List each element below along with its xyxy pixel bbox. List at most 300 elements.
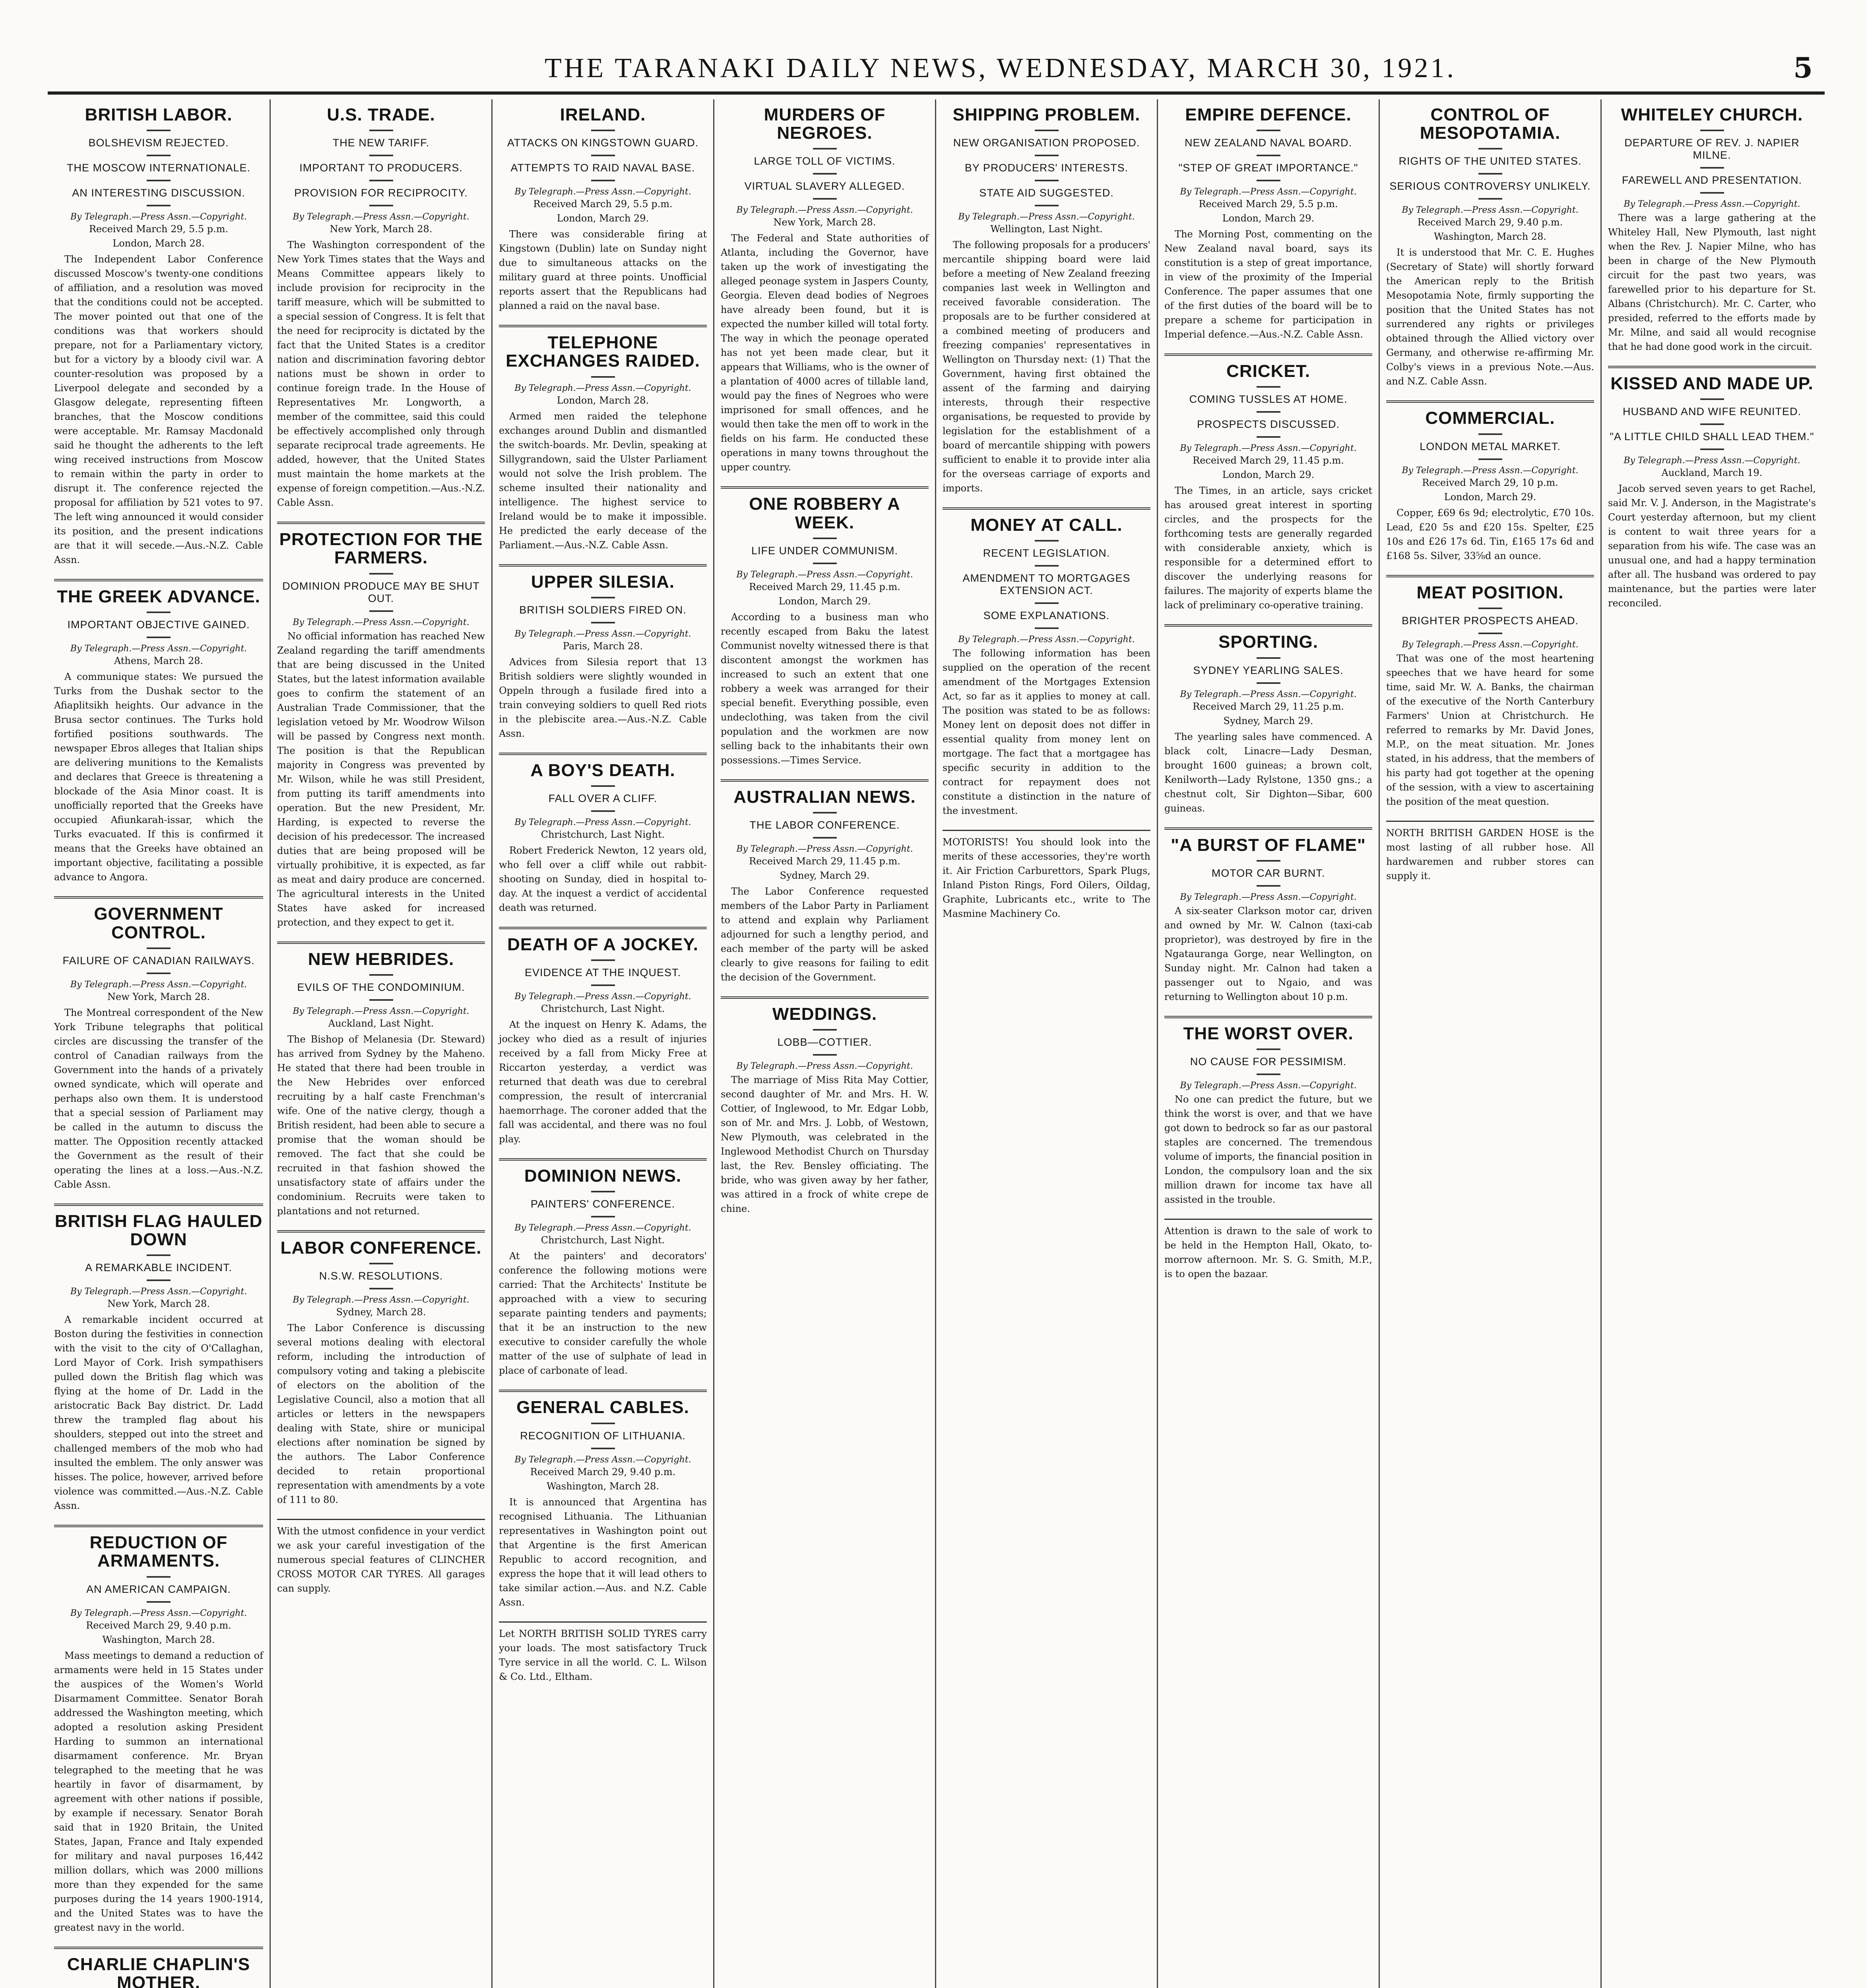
article-body: It is announced that Argentina has recognised Lithuania. The Lithuanian representatives in Washington point out that Argentine is the first American Republic to accord recognition, and express the hope that it will lead others to take similar action.—Aus. and N.Z. Cable Assn.: [499, 1496, 707, 1608]
headline-rule: [813, 1029, 837, 1031]
article-headline: COMMERCIAL.: [1425, 408, 1555, 428]
headline-rule: [591, 785, 615, 787]
article-subheading: BOLSHEVISM REJECTED.: [88, 137, 229, 149]
wire-credit: By Telegraph.—Press Assn.—Copyright.: [293, 617, 469, 627]
article: [277, 106, 485, 510]
dateline: Washington, March 28.: [1433, 231, 1547, 243]
article: [1608, 375, 1816, 610]
article-subheading: LIFE UNDER COMMUNISM.: [751, 544, 898, 557]
article-divider: [1164, 827, 1372, 830]
article-body: The Independent Labor Conference discussed Moscow's twenty-one conditions of affiliation, and a resolution was moved that the conditions could not be accepted. The mover pointed out that one of the conditions was that workers should prepare, not for a Parliamentary victory, but for a victory by a bloody civil war. A counter-resolution was proposed by a Liverpool delegate and seconded by a Glasgow delegate, representing fifteen branches, that the Moscow conditions were acceptable. Mr. Ramsay Macdonald said he thought the adherents to the left wing received instructions from Moscow to remain within the party in order to disrupt it. The conference rejected the proposal for affiliation by 521 votes to 97. The left wing announced it would consider its position, and the present indications are that it will secede.—Aus.-N.Z. Cable Assn.: [54, 254, 263, 566]
article: [1164, 1025, 1372, 1207]
article-subheading: IMPORTANT OBJECTIVE GAINED.: [67, 619, 250, 631]
article-subheading: BY PRODUCERS' INTERESTS.: [964, 162, 1129, 174]
wire-credit: By Telegraph.—Press Assn.—Copyright.: [514, 817, 691, 827]
received-line: Received March 29, 9.40 p.m.: [530, 1466, 676, 1477]
headline-rule: [1700, 167, 1724, 169]
article: [277, 1239, 485, 1507]
headline-rule: [147, 947, 171, 949]
article-subheading: IMPORTANT TO PRODUCERS.: [299, 162, 463, 174]
headline-rule: [1257, 130, 1280, 131]
headline-rule: [591, 597, 615, 598]
article: [1164, 836, 1372, 1004]
headline-rule: [1035, 155, 1059, 156]
article-body: At the inquest on Henry K. Adams, the jockey who died as a result of injuries received by a fall from Micky Free at Riccarton yesterday, a verdict was returned that death was due to cerebral compression, the result of intercranial haemorrhage. The coroner added that the fall was accidental, and there was no foul play.: [499, 1019, 707, 1145]
article-body: The Washington correspondent of the New York Times states that the Ways and Means Committee appears likely to include provision for reciprocity in the tariff measure, which will be submitted to a special session of Congress. It is felt that the need for reciprocity is dictated by the fact that the United States is a creditor nation and discrimination favoring debtor nations must be shown in order to continue foreign trade. In the House of Representatives Mr. Longworth, a member of the committee, said this could be effectively accomplished only through separate reciprocal trade agreements. He added, however, that the United States must maintain the home markets at the expense of foreign competition.—Aus.-N.Z. Cable Assn.: [277, 239, 485, 509]
article-divider: [1386, 575, 1594, 577]
dateline: Auckland, Last Night.: [328, 1017, 434, 1029]
article-body: The following proposals for a producers' mercantile shipping board were laid before a meeting of New Zealand freezing companies last week in Wellington and received favorable consideration. The proposals are to be further considered at a combined meeting of producers and freezing companies' representatives in Wellington on Thursday next: (1) That the Government, having first obtained the assent of the farming and dairying interests, through their respective organisations, be requested to provide by legislation for the establishment of a board of mercantile shipping with powers sufficient to enable it to provide inter alia for the overseas carriage of exports and imports.: [943, 239, 1150, 494]
received-line: Received March 29, 11.45 p.m.: [749, 855, 900, 867]
headline-rule: [1035, 180, 1059, 181]
article-divider: [1164, 353, 1372, 356]
article-headline: KISSED AND MADE UP.: [1610, 374, 1814, 394]
article: [721, 495, 929, 767]
dateline: Paris, March 28.: [563, 640, 643, 652]
headline-rule: [813, 198, 837, 200]
dateline: Washington, March 28.: [102, 1634, 215, 1645]
article-divider: [499, 753, 707, 755]
article-subheading: FAILURE OF CANADIAN RAILWAYS.: [62, 954, 255, 967]
article-divider: [277, 1230, 485, 1233]
article-subheading: A REMARKABLE INCIDENT.: [85, 1262, 233, 1274]
dateline: London, March 29.: [557, 213, 649, 224]
dateline: London, March 29.: [1222, 469, 1315, 481]
article-headline: MEAT POSITION.: [1416, 582, 1564, 602]
headline-rule: [369, 974, 393, 976]
article-headline: EMPIRE DEFENCE.: [1185, 105, 1352, 124]
headline-rule: [147, 180, 171, 181]
wire-credit: By Telegraph.—Press Assn.—Copyright.: [514, 187, 691, 197]
dateline: Sydney, March 28.: [336, 1306, 426, 1318]
article-body: The Bishop of Melanesia (Dr. Steward) has arrived from Sydney by the Maheno. He stated that there had been trouble in the New Hebrides over enforced recruiting by a half caste Frenchman's wife. One of the native clergy, though a British resident, had been able to secure a promise that the woman should be removed. The fact that she could be recruited in that fashion showed the unsatisfactory state of affairs under the condominium. Recruits were taken to plantations and not returned.: [277, 1033, 485, 1217]
headline-rule: [1257, 386, 1280, 388]
headline-rule: [1478, 633, 1502, 634]
advertisement: Let NORTH BRITISH SOLID TYRES carry your loads. The most satisfactory Truck Tyre service in all the world. C. L. Wilson & Co. Ltd., Eltham.: [499, 1621, 707, 1684]
headline-rule: [1478, 608, 1502, 609]
article: [721, 1005, 929, 1216]
received-line: Received March 29, 11.45 p.m.: [1193, 455, 1344, 466]
article-headline: ONE ROBBERY A WEEK.: [749, 494, 900, 532]
wire-credit: By Telegraph.—Press Assn.—Copyright.: [293, 1006, 469, 1016]
headline-rule: [1257, 657, 1280, 659]
headline-rule: [147, 612, 171, 613]
article-body: There was considerable firing at Kingstown (Dublin) late on Sunday night due to simultaneous attacks on the military guard at three points. Unofficial reports assert that the Republicans had planned a raid on the naval base.: [499, 229, 707, 312]
wire-credit: By Telegraph.—Press Assn.—Copyright.: [514, 383, 691, 393]
headline-rule: [1257, 885, 1280, 887]
headline-rule: [1257, 436, 1280, 438]
wire-credit: By Telegraph.—Press Assn.—Copyright.: [514, 1223, 691, 1233]
article-subheading: MOTOR CAR BURNT.: [1211, 867, 1325, 879]
wire-credit: By Telegraph.—Press Assn.—Copyright.: [736, 844, 913, 854]
headline-rule: [813, 538, 837, 539]
article: [721, 106, 929, 474]
news-column-3: [491, 99, 713, 1988]
article-headline: DEATH OF A JOCKEY.: [507, 934, 698, 954]
article-body: Mass meetings to demand a reduction of armaments were held in 15 States under the auspices of the Women's World Disarmament Committee. Senator Borah addressed the Washington meeting, which adopted a resolution asking President Harding to summon an international disarmament conference. Mr. Bryan telegraphed to the meeting that he was heartily in favor of disarmament, by agreement with other nations if possible, by example if necessary. Senator Borah said that in 1920 Britain, the United States, Japan, France and Italy expended for military and naval purposes 16,442 million dollars, which was 2000 millions more than they expended for the same purposes during the 14 years 1900-1914, and the United States was to have the greatest navy in the world.: [54, 1650, 263, 1933]
article-body: That was one of the most heartening speeches that we have heard for some time, said Mr. W. A. Banks, the chairman of the executive of the North Canterbury Farmers' Union at Christchurch. He referred to remarks by Mr. David Jones, M.P., on the meat situation. Mr. Jones stated, in his address, that the members of his party had got together at the opening of the session, with a view to ascertaining the position of the meat question.: [1386, 652, 1594, 807]
headline-rule: [1035, 602, 1059, 604]
article-headline: NEW HEBRIDES.: [308, 949, 454, 969]
wire-credit: By Telegraph.—Press Assn.—Copyright.: [1180, 892, 1357, 902]
article-body: According to a business man who recently escaped from Baku the latest Communist novelty witnessed there is that discontent amongst the workmen has increased to such an extent that one robbery a week was arranged for their special benefit. Everything possible, even undeclothing, was taken from the civil population and the workmen are now selling back to the inhabitants their own possessions.—Times Service.: [721, 611, 929, 766]
headline-rule: [1035, 130, 1059, 131]
article-subheading: NEW ZEALAND NAVAL BOARD.: [1184, 137, 1352, 149]
article: [1386, 584, 1594, 809]
article-divider: [499, 927, 707, 929]
article-subheading: LOBB—COTTIER.: [777, 1036, 872, 1048]
headline-rule: [1700, 423, 1724, 425]
article-subheading: AN AMERICAN CAMPAIGN.: [86, 1583, 231, 1595]
dateline: London, March 28.: [113, 238, 205, 249]
article-body: The yearling sales have commenced. A black colt, Linacre—Lady Desman, brought 1600 guineas; a brown colt, Kenilworth—Lady Rylstone, 1350 gns.; a chestnut colt, Sir Dighton—Sibar, 600 guineas.: [1164, 731, 1372, 814]
article-subheading: "STEP OF GREAT IMPORTANCE.": [1178, 162, 1358, 174]
article-divider: [1164, 1016, 1372, 1018]
wire-credit: By Telegraph.—Press Assn.—Copyright.: [70, 644, 247, 654]
received-line: Received March 29, 11.45 p.m.: [749, 581, 900, 592]
article-subheading: BRIGHTER PROSPECTS AHEAD.: [1401, 614, 1579, 627]
article: [54, 106, 263, 567]
headline-rule: [813, 837, 837, 839]
dateline: Sydney, March 29.: [1223, 715, 1313, 726]
article: [54, 905, 263, 1191]
wire-credit: By Telegraph.—Press Assn.—Copyright.: [70, 1608, 247, 1618]
headline-rule: [147, 155, 171, 156]
wire-credit: By Telegraph.—Press Assn.—Copyright.: [70, 212, 247, 222]
page-number: 5: [1793, 51, 1813, 84]
received-line: Received March 29, 9.40 p.m.: [86, 1619, 231, 1631]
wire-credit: By Telegraph.—Press Assn.—Copyright.: [1402, 465, 1579, 476]
article-headline: CONTROL OF MESOPOTAMIA.: [1420, 105, 1561, 143]
received-line: Received March 29, 10 p.m.: [1422, 477, 1558, 488]
dateline: London, March 28.: [557, 394, 649, 406]
article-body: No official information has reached New Zealand regarding the tariff amendments that are being discussed in the United States, but the latest information available goes to confirm the statement of an Australian Trade Commissioner, that the legislation vetoed by Mr. Woodrow Wilson will be passed by Congress next month. The position is that the Republican majority in Congress was prevented by Mr. Wilson, while he was still President, from putting its tariff amendments into operation. But the new President, Mr. Harding, is expected to reverse the decision of his predecessor. The increased duties that are being proposed will be virtually prohibitive, it is expected, as far as meat and dairy produce are concerned. The agricultural interests in the United States have asked for increased protection, and they expect to get it.: [277, 630, 485, 928]
advertisement: Attention is drawn to the sale of work to be held in the Hempton Hall, Okato, to-morrow afternoon. Mr. S. G. Smith, M.P., is to open the bazaar.: [1164, 1219, 1372, 1281]
article: [54, 1955, 263, 1988]
headline-rule: [813, 812, 837, 813]
article-subheading: PROSPECTS DISCUSSED.: [1197, 418, 1340, 431]
article-subheading: RECENT LEGISLATION.: [983, 547, 1110, 559]
headline-rule: [1257, 1048, 1280, 1050]
article-headline: SHIPPING PROBLEM.: [952, 105, 1141, 124]
article-subheading: NEW ORGANISATION PROPOSED.: [953, 137, 1140, 149]
headline-rule: [591, 1448, 615, 1449]
article: [721, 788, 929, 984]
article-divider: [54, 1947, 263, 1949]
article-headline: WEDDINGS.: [772, 1004, 877, 1024]
article-subheading: ATTEMPTS TO RAID NAVAL BASE.: [510, 162, 695, 174]
article-headline: GENERAL CABLES.: [516, 1398, 689, 1417]
headline-rule: [591, 810, 615, 812]
article: [54, 588, 263, 884]
article-subheading: STATE AID SUGGESTED.: [979, 187, 1114, 199]
article: [1386, 106, 1594, 388]
news-column-2: [270, 99, 491, 1988]
dateline: Christchurch, Last Night.: [541, 829, 665, 840]
article-subheading: RECOGNITION OF LITHUANIA.: [520, 1429, 686, 1442]
article-subheading: SYDNEY YEARLING SALES.: [1193, 664, 1344, 676]
wire-credit: By Telegraph.—Press Assn.—Copyright.: [736, 569, 913, 580]
headline-rule: [591, 180, 615, 181]
wire-credit: By Telegraph.—Press Assn.—Copyright.: [293, 212, 469, 222]
headline-rule: [369, 130, 393, 131]
column-grid: [48, 99, 1825, 1988]
article-headline: DOMINION NEWS.: [524, 1166, 682, 1186]
article-subheading: FALL OVER A CLIFF.: [548, 792, 658, 804]
article: [499, 1398, 707, 1609]
article-body: The Morning Post, commenting on the New Zealand naval board, says its constitution is a step of great importance, in view of the proximity of the Imperial Conference. The paper assumes that one of the first duties of the board will be to prepare a scheme for participation in Imperial defence.—Aus.-N.Z. Cable Assn.: [1164, 229, 1372, 340]
headline-rule: [369, 573, 393, 575]
article: [943, 106, 1150, 495]
article-subheading: FAREWELL AND PRESENTATION.: [1622, 174, 1802, 186]
article-subheading: LARGE TOLL OF VICTIMS.: [754, 155, 896, 167]
headline-rule: [1257, 860, 1280, 862]
wire-credit: By Telegraph.—Press Assn.—Copyright.: [1624, 456, 1800, 466]
article-headline: GOVERNMENT CONTROL.: [94, 904, 223, 942]
dateline: Auckland, March 19.: [1661, 467, 1763, 479]
masthead: [48, 43, 1825, 95]
article-body: The Labor Conference requested members of the Labor Party in Parliament to attend and explain why Parliament adjourned for such a lengthy period, and each member of the party will be asked clearly to give reasons for failing to edit the decision of the Government.: [721, 885, 929, 983]
headline-rule: [147, 130, 171, 131]
headline-rule: [1700, 398, 1724, 400]
article-body: A communique states: We pursued the Turks from the Dushak sector to the Afiaplitsikh heights. Our advance in the Brusa sector continues. The Turks hold fortified positions southwards. The newspaper Ebros alleges that Italian ships are delivering munitions to the Kemalists and declares that Greece is threatening a blockade of the Asia Minor coast. It is unofficially reported that the Greeks have occupied Afiunkarah-issar, which the Turks evacuated. If this is confirmed it means that the Greeks have obtained an important objective, facilitating a possible advance to Angora.: [54, 671, 263, 883]
article-subheading: EVILS OF THE CONDOMINIUM.: [297, 981, 465, 993]
article-body: The Labor Conference is discussing several motions dealing with electoral reform, including the introduction of compulsory voting and taking a plebiscite of electors on the abolition of the Legislative Council, also a motion that all articles or letters in the newspapers dealing with State, shire or municipal elections after nomination be signed by the authors. The Labor Conference decided to retain proportional representation with amendments by a vote of 111 to 80.: [277, 1322, 485, 1505]
headline-rule: [591, 155, 615, 156]
headline-rule: [1035, 627, 1059, 629]
dateline: London, March 29.: [1222, 213, 1315, 224]
news-column-1: [48, 99, 270, 1988]
article-subheading: THE MOSCOW INTERNATIONALE.: [66, 162, 251, 174]
headline-rule: [369, 999, 393, 1001]
article: [1164, 362, 1372, 612]
article: [499, 1167, 707, 1378]
headline-rule: [1478, 458, 1502, 460]
article: [1164, 633, 1372, 815]
article-subheading: THE NEW TARIFF.: [332, 137, 430, 149]
headline-rule: [369, 205, 393, 206]
received-line: Received March 29, 5.5 p.m.: [89, 223, 229, 235]
headline-rule: [147, 1576, 171, 1578]
article-subheading: LONDON METAL MARKET.: [1420, 440, 1561, 452]
article: [499, 936, 707, 1146]
article: [499, 761, 707, 915]
article-subheading: EVIDENCE AT THE INQUEST.: [524, 967, 681, 979]
article-headline: MURDERS OF NEGROES.: [764, 105, 886, 143]
headline-rule: [591, 1216, 615, 1217]
received-line: Received March 29, 5.5 p.m.: [1199, 198, 1338, 210]
article: [1164, 106, 1372, 342]
article-subheading: N.S.W. RESOLUTIONS.: [319, 1270, 443, 1282]
article-divider: [943, 507, 1150, 510]
article-body: A remarkable incident occurred at Boston during the festivities in connection with the visit to the city of O'Callaghan, Lord Mayor of Cork. Irish sympathisers pulled down the British flag which was flying at the home of Dr. Ladd in the aristocratic Back Bay district. Dr. Ladd threw the trampled flag about his shoulders, stepped out into the street and challenged members of the mob who had insulted the emblem. The only answer was hisses. The police, however, arrived before violence was committed.—Aus.-N.Z. Cable Assn.: [54, 1314, 263, 1512]
article-subheading: VIRTUAL SLAVERY ALLEGED.: [744, 180, 905, 192]
headline-rule: [1478, 173, 1502, 175]
wire-credit: By Telegraph.—Press Assn.—Copyright.: [958, 635, 1135, 645]
dateline: New York, March 28.: [773, 217, 876, 228]
wire-credit: By Telegraph.—Press Assn.—Copyright.: [736, 1061, 913, 1072]
dateline: Athens, March 28.: [114, 655, 204, 667]
advertisement: NORTH BRITISH GARDEN HOSE is the most lasting of all rubber hose. All hardwaremen and rubber stores can supply it.: [1386, 821, 1594, 883]
wire-credit: By Telegraph.—Press Assn.—Copyright.: [70, 1287, 247, 1297]
article-headline: THE WORST OVER.: [1183, 1023, 1354, 1043]
received-line: Received March 29, 9.40 p.m.: [1417, 217, 1563, 228]
article-divider: [499, 1390, 707, 1392]
article: [54, 1212, 263, 1513]
dateline: New York, March 28.: [107, 1298, 210, 1310]
article: [943, 516, 1150, 818]
headline-rule: [1257, 682, 1280, 684]
headline-rule: [369, 610, 393, 612]
news-column-7: [1379, 99, 1600, 1988]
article-headline: SPORTING.: [1218, 632, 1319, 652]
headline-rule: [591, 130, 615, 131]
article-subheading: SOME EXPLANATIONS.: [983, 610, 1110, 622]
wire-credit: By Telegraph.—Press Assn.—Copyright.: [1180, 689, 1357, 699]
article-subheading: THE LABOR CONFERENCE.: [749, 819, 900, 831]
masthead-title: THE TARANAKI DAILY NEWS, WEDNESDAY, MARCH 30, 1921.: [545, 53, 1456, 83]
article-headline: CRICKET.: [1226, 361, 1310, 381]
news-column-8: [1600, 99, 1822, 1988]
wire-credit: By Telegraph.—Press Assn.—Copyright.: [1180, 1080, 1357, 1091]
article-body: Advices from Silesia report that 13 British soldiers were slightly wounded in Oppeln through a fusilade fired into a train conveying soldiers to quell Red riots in the plebiscite area.—Aus.-N.Z. Cable Assn.: [499, 656, 707, 739]
article-subheading: PROVISION FOR RECIPROCITY.: [294, 187, 468, 199]
article-headline: A BOY'S DEATH.: [530, 760, 675, 780]
headline-rule: [1035, 565, 1059, 567]
dateline: Wellington, Last Night.: [990, 223, 1103, 235]
article-headline: AUSTRALIAN NEWS.: [733, 787, 916, 807]
article-divider: [277, 942, 485, 944]
dateline: London, March 29.: [1444, 491, 1536, 503]
article: [499, 573, 707, 741]
headline-rule: [1700, 448, 1724, 450]
article-headline: IRELAND.: [560, 105, 646, 124]
wire-credit: By Telegraph.—Press Assn.—Copyright.: [736, 205, 913, 215]
article-body: No one can predict the future, but we think the worst is over, and that we have got down to bedrock so far as our pastoral staples are concerned. The tremendous volume of imports, the financial position in London, the compulsory loan and the six million drawn for income tax have all assisted in the trouble.: [1164, 1093, 1372, 1205]
wire-credit: By Telegraph.—Press Assn.—Copyright.: [1402, 639, 1579, 650]
article-divider: [721, 996, 929, 999]
headline-rule: [1257, 155, 1280, 156]
wire-credit: By Telegraph.—Press Assn.—Copyright.: [1180, 443, 1357, 454]
advertisement: MOTORISTS! You should look into the merits of these accessories, they're worth it. Air Friction Carburettors, Spark Plugs, Inland Piston Rings, Ford Oilers, Oildag, Graphite, Lubricants etc., write to The Masmine Machinery Co.: [943, 830, 1150, 921]
headline-rule: [813, 148, 837, 149]
headline-rule: [591, 959, 615, 961]
article-body: The marriage of Miss Rita May Cottier, second daughter of Mr. and Mrs. H. W. Cottier, of Inglewood, to Mr. Edgar Lobb, son of Mr. and Mrs. J. Lobb, of Westown, New Plymouth, was celebrated in the Inglewood Methodist Church on Thursday last, the Rev. Bensley officiating. The bride, who was given away by her father, was attired in a frock of white crepe de chine.: [721, 1074, 929, 1215]
article: [1608, 106, 1816, 354]
article-headline: MONEY AT CALL.: [970, 515, 1123, 535]
headline-rule: [369, 1263, 393, 1264]
wire-credit: By Telegraph.—Press Assn.—Copyright.: [514, 629, 691, 639]
dateline: New York, March 28.: [330, 223, 433, 235]
article-body: The Times, in an article, says cricket has aroused great interest in sporting circles, and the prospects for the forthcoming tests are generally regarded with considerable anxiety, which is responsible for a determined effort to discover the underlying reasons for failures. The majority of experts blame the lack of preliminary co-operative training.: [1164, 485, 1372, 611]
article-headline: REDUCTION OF ARMAMENTS.: [89, 1533, 228, 1571]
article-body: The Montreal correspondent of the New York Tribune telegraphs that political circles are discussing the transfer of the control of Canadian railways from the Government into the hands of a privately owned syndicate, which will operate and perhaps also own them. It is understood that a special session of Parliament may be called in the autumn to discuss the matter. The Opposition recently attacked the Government as the result of their operating the lines at a loss.—Aus.-N.Z. Cable Assn.: [54, 1007, 263, 1190]
dateline: Christchurch, Last Night.: [541, 1235, 665, 1246]
headline-rule: [1700, 130, 1724, 131]
article-subheading: SERIOUS CONTROVERSY UNLIKELY.: [1389, 180, 1591, 192]
article-body: Robert Frederick Newton, 12 years old, who fell over a cliff while out rabbit-shooting on Sunday, died in hospital to-day. At the inquest a verdict of accidental death was returned.: [499, 845, 707, 913]
article-headline: UPPER SILESIA.: [531, 572, 675, 592]
headline-rule: [147, 1254, 171, 1256]
received-line: Received March 29, 11.25 p.m.: [1193, 701, 1344, 712]
headline-rule: [147, 1279, 171, 1281]
article-divider: [54, 896, 263, 899]
news-column-5: [935, 99, 1157, 1988]
article-headline: TELEPHONE EXCHANGES RAIDED.: [506, 333, 700, 371]
headline-rule: [369, 1288, 393, 1289]
article-headline: BRITISH FLAG HAULED DOWN: [54, 1211, 263, 1249]
headline-rule: [813, 173, 837, 175]
headline-rule: [1257, 180, 1280, 181]
wire-credit: By Telegraph.—Press Assn.—Copyright.: [1402, 205, 1579, 215]
article-subheading: NO CAUSE FOR PESSIMISM.: [1190, 1055, 1347, 1068]
article-body: There was a large gathering at the Whiteley Hall, New Plymouth, last night when the Rev. J. Napier Milne, who has been in charge of the New Plymouth circuit for the past two years, was farewelled prior to his departure for St. Albans (Christchurch). Mr. C. Carter, who presided, referred to the efforts made by Mr. Milne, and said all would recognise that he had done good work in the circuit.: [1608, 212, 1816, 353]
article-divider: [1608, 366, 1816, 368]
article-subheading: DEPARTURE OF REV. J. NAPIER MILNE.: [1624, 137, 1800, 161]
article-divider: [499, 564, 707, 567]
dateline: Washington, March 28.: [546, 1480, 660, 1492]
article-subheading: RIGHTS OF THE UNITED STATES.: [1399, 155, 1582, 167]
wire-credit: By Telegraph.—Press Assn.—Copyright.: [958, 212, 1135, 222]
news-column-6: [1157, 99, 1379, 1988]
article-divider: [721, 779, 929, 782]
article-headline: LABOR CONFERENCE.: [280, 1238, 482, 1258]
article-body: Jacob served seven years to get Rachel, said Mr. V. J. Anderson, in the Magistrate's Court yesterday afternoon, but my client is content to wait three years for a separation from his wife. The case was an unusual one, and had a happy termination after all. The husband was ordered to pay maintenance, but the parties were later reconciled.: [1608, 483, 1816, 609]
article-headline: CHARLIE CHAPLIN'S MOTHER.: [67, 1954, 250, 1988]
article-subheading: PAINTERS' CONFERENCE.: [530, 1198, 675, 1210]
headline-rule: [591, 622, 615, 623]
article-subheading: HUSBAND AND WIFE REUNITED.: [1622, 406, 1802, 418]
article-body: At the painters' and decorators' conference the following motions were carried: That the Architects' Institute be approached with a view to securing separate painting tenders and payments; that it be an instruction to the new executive to consider carefully the whole matter of the use of sulphate of lead in place of carbonate of lead.: [499, 1250, 707, 1376]
headline-rule: [1478, 198, 1502, 200]
article-headline: U.S. TRADE.: [327, 105, 435, 124]
wire-credit: By Telegraph.—Press Assn.—Copyright.: [70, 979, 247, 990]
headline-rule: [591, 376, 615, 378]
received-line: Received March 29, 5.5 p.m.: [533, 198, 673, 210]
dateline: New York, March 28.: [107, 991, 210, 1002]
article: [277, 950, 485, 1218]
article-body: Armed men raided the telephone exchanges around Dublin and dismantled the switch-boards. Mr. Devlin, speaking at Sillygrandown, said the Ulster Parliament would not solve the Irish problem. The scheme insulted their nationality and intelligence. The highest service to Ireland would be to make it impossible. He predicted the early decease of the Parliament.—Aus.-N.Z. Cable Assn.: [499, 410, 707, 551]
article-divider: [499, 1158, 707, 1161]
headline-rule: [1257, 411, 1280, 413]
headline-rule: [591, 1423, 615, 1424]
headline-rule: [591, 984, 615, 986]
article: [54, 1534, 263, 1934]
article-divider: [54, 1525, 263, 1527]
article-divider: [277, 522, 485, 524]
article-body: The Federal and State authorities of Atlanta, including the Governor, have taken up the work of investigating the alleged peonage system in Jaspers County, Georgia. Eleven dead bodies of Negroes have already been found, but it is expected the number killed will total forty. The way in which the peonage operated has not yet been made clear, but it appears that Williams, who is the owner of a plantation of 4000 acres of tillable land, would pay the fines of Negroes who were imprisoned for small offences, and he would then take the men off to work in the fields on his farm. He conducted these operations in many towns throughout the upper country.: [721, 233, 929, 473]
article-headline: BRITISH LABOR.: [85, 105, 233, 124]
article-body: A six-seater Clarkson motor car, driven and owned by Mr. W. Calnon (taxi-cab proprietor), was destroyed by fire in the Ngatauranga Gorge, near Wellington, on Sunday night. Mr. Calnon had taken a passenger out to Ngaio, and was returning to Wellington about 10 p.m.: [1164, 905, 1372, 1002]
headline-rule: [147, 1601, 171, 1603]
headline-rule: [1035, 205, 1059, 206]
dateline: Sydney, March 29.: [780, 870, 870, 881]
article-body: Copper, £69 6s 9d; electrolytic, £70 10s. Lead, £20 5s and £20 15s. Spelter, £25 10s and £26 17s 6d. Tin, £165 17s 6d and £168 5s. Silver, 33⅝d an ounce.: [1386, 507, 1594, 561]
article: [1386, 409, 1594, 563]
wire-credit: By Telegraph.—Press Assn.—Copyright.: [514, 992, 691, 1002]
article-divider: [54, 1204, 263, 1206]
article-headline: WHITELEY CHURCH.: [1621, 105, 1803, 124]
article-subheading: AN INTERESTING DISCUSSION.: [72, 187, 245, 199]
headline-rule: [1478, 433, 1502, 435]
article-body: The following information has been supplied on the operation of the recent amendment of the Mortgages Extension Act, so far as it applies to money at call. The position was stated to be as follows: Money lent on deposit does not differ in essential quality from money lent on mortgage. The fact that a mortgagee has specific security in addition to the contract for repayment does not constitute a distinction in the nature of the investment.: [943, 648, 1150, 817]
headline-rule: [1035, 540, 1059, 542]
headline-rule: [1700, 192, 1724, 194]
article-divider: [1386, 400, 1594, 403]
advertisement: With the utmost confidence in your verdict we ask your careful investigation of the numerous special features of CLINCHER CROSS MOTOR CAR TYRES. All garages can supply.: [277, 1519, 485, 1596]
dateline: Christchurch, Last Night.: [541, 1003, 665, 1015]
headline-rule: [591, 1191, 615, 1192]
